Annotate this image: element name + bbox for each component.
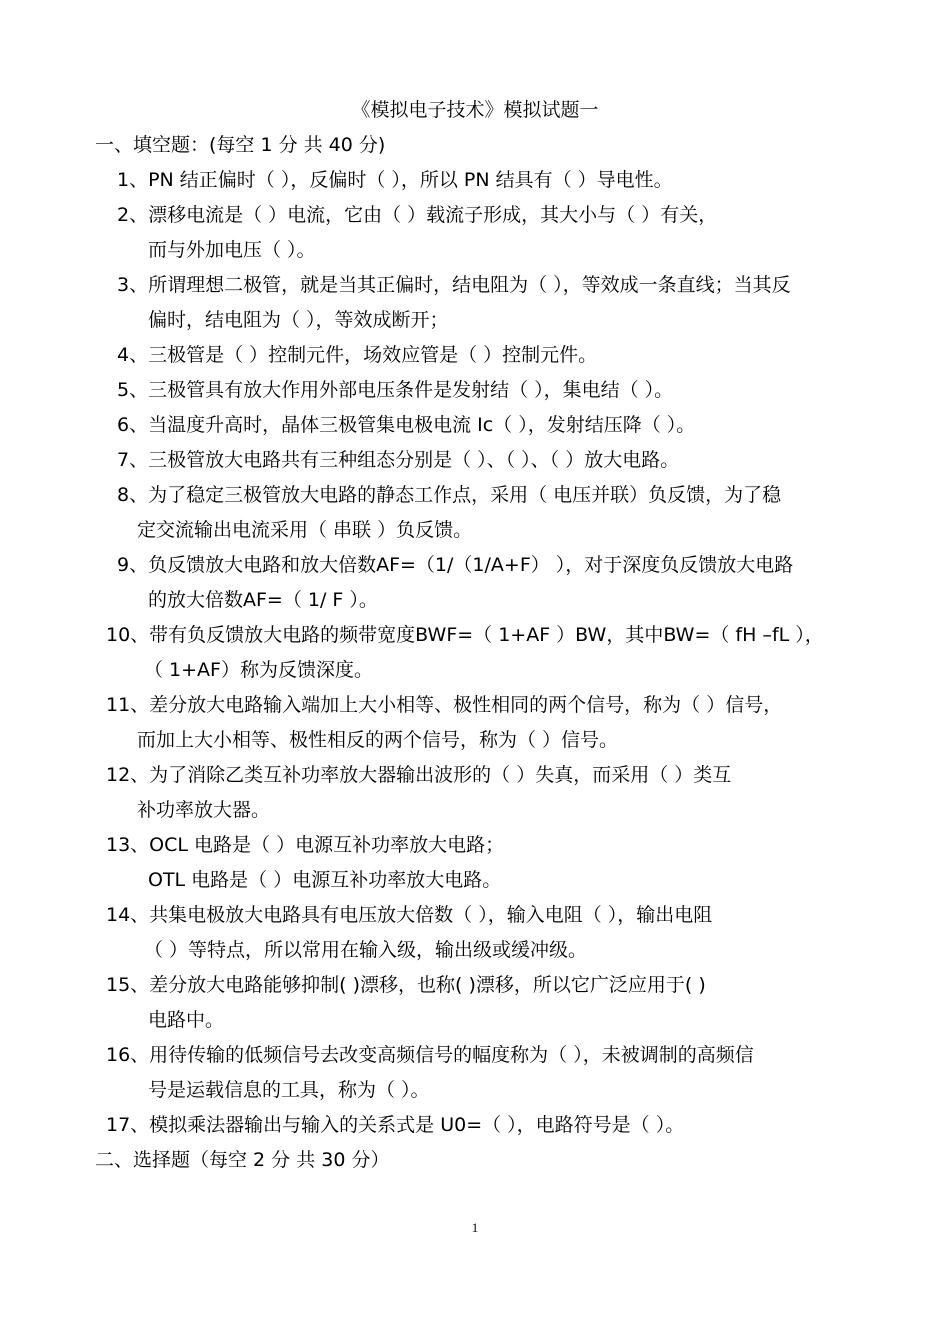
question-16-line-1: 16、用待传输的低频信号去改变高频信号的幅度称为（ ），未被调制的高频信	[106, 1044, 754, 1066]
question-2-line-1: 2、漂移电流是（ ）电流，它由（ ）载流子形成，其大小与（ ）有关，	[117, 204, 718, 226]
question-7: 7、三极管放大电路共有三种组态分别是（ ）、（ ）、（ ）放大电路。	[117, 449, 680, 471]
question-9-line-1: 9、负反馈放大电路和放大倍数AF=（1/（1/A+F） ），对于深度负反馈放大电路	[117, 554, 794, 576]
question-9-line-2: 的放大倍数AF=（ 1/ F ）。	[148, 589, 378, 611]
question-12-line-1: 12、为了消除乙类互补功率放大器输出波形的（ ）失真，而采用（ ）类互	[106, 764, 732, 786]
question-16-line-2: 号是运载信息的工具，称为（ ）。	[148, 1079, 430, 1101]
document-title: 《模拟电子技术》模拟试题一	[351, 99, 599, 121]
question-8-line-1: 8、为了稳定三极管放大电路的静态工作点，采用（ 电压并联）负反馈，为了稳	[117, 484, 782, 506]
question-2-line-2: 而与外加电压（ ）。	[148, 239, 316, 261]
question-10-line-1: 10、带有负反馈放大电路的频带宽度BWF=（ 1+AF ）BW，其中BW=（ fH –fL ），	[106, 624, 824, 646]
question-8-line-2: 定交流输出电流采用（ 串联 ）负反馈。	[137, 519, 473, 541]
section-heading-fill-in: 一、填空题：(每空 1 分 共 40 分)	[95, 134, 386, 156]
question-12-line-2: 补功率放大器。	[137, 799, 271, 821]
question-13-line-2: OTL 电路是（ ）电源互补功率放大电路。	[148, 869, 502, 891]
question-3-line-1: 3、所谓理想二极管，就是当其正偏时，结电阻为（ ），等效成一条直线；当其反	[117, 274, 791, 296]
question-3-line-2: 偏时，结电阻为（ ），等效成断开；	[148, 309, 449, 331]
question-11-line-1: 11、差分放大电路输入端加上大小相等、极性相同的两个信号，称为（ ）信号，	[106, 694, 783, 716]
question-14-line-2: （ ）等特点，所以常用在输入级，输出级或缓冲级。	[144, 939, 588, 961]
section-heading-multiple-choice: 二、选择题（每空 2 分 共 30 分）	[95, 1149, 390, 1171]
page-number: 1	[471, 1220, 479, 1235]
question-10-line-2: （ 1+AF）称为反馈深度。	[144, 659, 373, 681]
question-17: 17、模拟乘法器输出与输入的关系式是 U0=（ ），电路符号是（ ）。	[106, 1114, 685, 1136]
question-15-line-1: 15、差分放大电路能够抑制( )漂移，也称( )漂移，所以它广泛应用于( )	[106, 974, 706, 996]
question-4: 4、三极管是（ ）控制元件，场效应管是（ ）控制元件。	[117, 344, 598, 366]
question-1: 1、PN 结正偏时（ ），反偏时（ ），所以 PN 结具有（ ）导电性。	[117, 169, 673, 191]
question-5: 5、三极管具有放大作用外部电压条件是发射结（ ），集电结（ ）。	[117, 379, 674, 401]
question-13-line-1: 13、OCL 电路是（ ）电源互补功率放大电路；	[106, 834, 505, 856]
question-14-line-1: 14、共集电极放大电路具有电压放大倍数（ ），输入电阻（ ），输出电阻	[106, 904, 713, 926]
question-15-line-2: 电路中。	[148, 1009, 225, 1031]
question-11-line-2: 而加上大小相等、极性相反的两个信号，称为（ ）信号。	[137, 729, 619, 751]
question-6: 6、当温度升高时，晶体三极管集电极电流 Ic（ ），发射结压降（ ）。	[117, 414, 696, 436]
